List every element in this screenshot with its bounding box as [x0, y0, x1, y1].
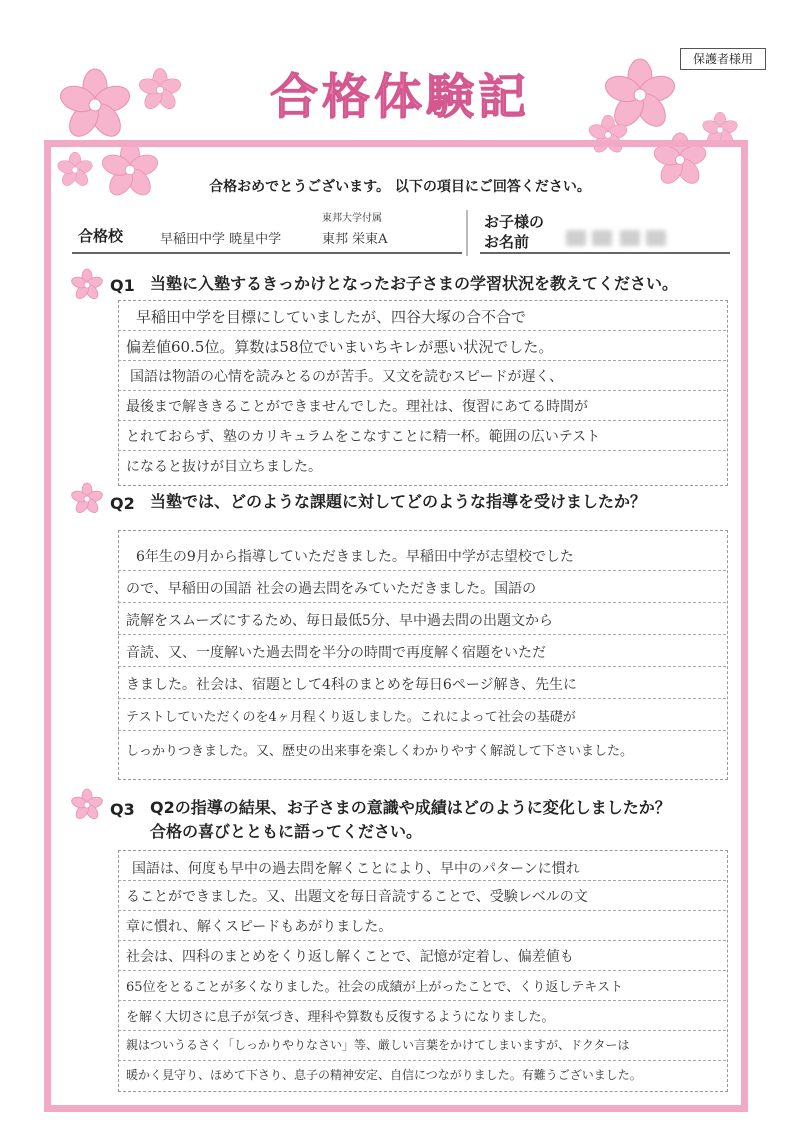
q3-number: Q3 [110, 800, 135, 819]
q3-answer-line-4: 社会は、四科のまとめをくり返し解くことで、記憶が定着し、偏差値も [126, 949, 574, 965]
school-value-main: 早稲田中学 暁星中学 [160, 232, 282, 247]
redacted-name-3 [620, 230, 640, 246]
q2-answer-line-4: 音読、又、一度解いた過去問を半分の時間で再度解く宿題をいただ [126, 645, 546, 661]
q3-answer-line-2: ることができました。又、出題文を毎日音読することで、受験レベルの文 [126, 889, 588, 905]
q1-answer-line-2: 偏差値60.5位。算数は58位でいまいちキレが悪い状況でした。 [126, 338, 554, 356]
q1-number: Q1 [110, 276, 135, 295]
child-name-underline [480, 252, 730, 254]
q2-answer-line-1: 6年生の9月から指導していただきました。早稲田中学が志望校でした [136, 549, 574, 565]
school-underline [72, 252, 462, 254]
school-label: 合格校 [78, 227, 124, 245]
q1-answer-line-4: 最後まで解ききることができませんでした。理社は、復習にあてる時間が [126, 399, 588, 415]
q2-flower-icon [72, 484, 102, 514]
q1-answer-line-5: とれておらず、塾のカリキュラムをこなすことに精一杯。範囲の広いテスト [126, 429, 601, 445]
q3-answer-line-1: 国語は、何度も早中の過去問を解くことにより、早中のパターンに慣れ [132, 861, 580, 877]
q3-answer-line-5: 65位をとることが多くなりました。社会の成績が上がったことで、くり返しテキスト [126, 980, 624, 995]
redacted-name-1 [566, 230, 586, 246]
q2-answer-line-6: テストしていただくのを4ヶ月程くり返しました。これによって社会の基礎が [126, 710, 576, 725]
q3-question [150, 796, 671, 844]
child-name-label-line2: お名前 [484, 233, 530, 251]
q1-answer-line-3: 国語は物語の心情を読みとるのが苦手。又文を読むスピードが遅く、 [130, 369, 564, 385]
q1-answer-line-1: 早稲田中学を目標にしていましたが、四谷大塚の合不合で [136, 308, 527, 326]
q1-flower-icon [72, 270, 102, 300]
q3-flower-icon [72, 790, 102, 820]
q3-question-line2: 合格の喜びとともに語ってください。 [150, 822, 423, 841]
q3-answer-line-7: 親はついうるさく「しっかりやりなさい」等、厳しい言葉をかけてしまいますが、ドクターは [126, 1038, 630, 1052]
child-name-label-line1: お子様の [484, 213, 545, 231]
page-title: 合格体験記 [269, 69, 530, 125]
q1-answer-line-6: になると抜けが目立ちました。 [126, 459, 322, 475]
q1-question: 当塾に入塾するきっかけとなったお子さまの学習状況を教えてください。 [150, 274, 679, 293]
child-name-label [484, 212, 544, 252]
q2-number: Q2 [110, 494, 135, 513]
q3-answer-line-6: を解く大切さに息子が気づき、理科や算数も反復するようになりました。 [126, 1010, 555, 1025]
redacted-name-2 [592, 230, 612, 246]
intro-text: 合格おめでとうございます。 以下の項目にご回答ください。 [209, 179, 591, 195]
q2-answer-line-7: しっかりつきました。又、歴史の出来事を楽しくわかりやすく解説して下さいました。 [126, 744, 634, 759]
parent-use-label: 保護者様用 [680, 48, 766, 70]
q2-answer-line-3: 読解をスムーズにするため、毎日最低5分、早中過去問の出題文から [126, 613, 553, 629]
q3-answer-line-8: 暖かく見守り、ほめて下さり、息子の精神安定、自信につながりました。有難うございました。 [126, 1068, 642, 1082]
q2-question: 当塾では、どのような課題に対してどのような指導を受けましたか？ [150, 492, 647, 511]
redacted-name-4 [646, 230, 666, 246]
school-value-bottom: 東邦 栄東A [322, 232, 388, 247]
q2-answer-line-2: ので、早稲田の国語 社会の過去問をみていただきました。国語の [126, 581, 537, 597]
school-value-top: 東邦大学付属 [322, 213, 382, 224]
info-divider [466, 210, 468, 256]
q3-question-line1: Q2の指導の結果、お子さまの意識や成績はどのように変化しましたか？ [150, 798, 671, 817]
q3-answer-line-3: 章に慣れ、解くスピードもあがりました。 [126, 919, 393, 935]
q2-answer-line-5: きました。社会は、宿題として4科のまとめを毎日6ページ解き、先生に [126, 677, 577, 693]
